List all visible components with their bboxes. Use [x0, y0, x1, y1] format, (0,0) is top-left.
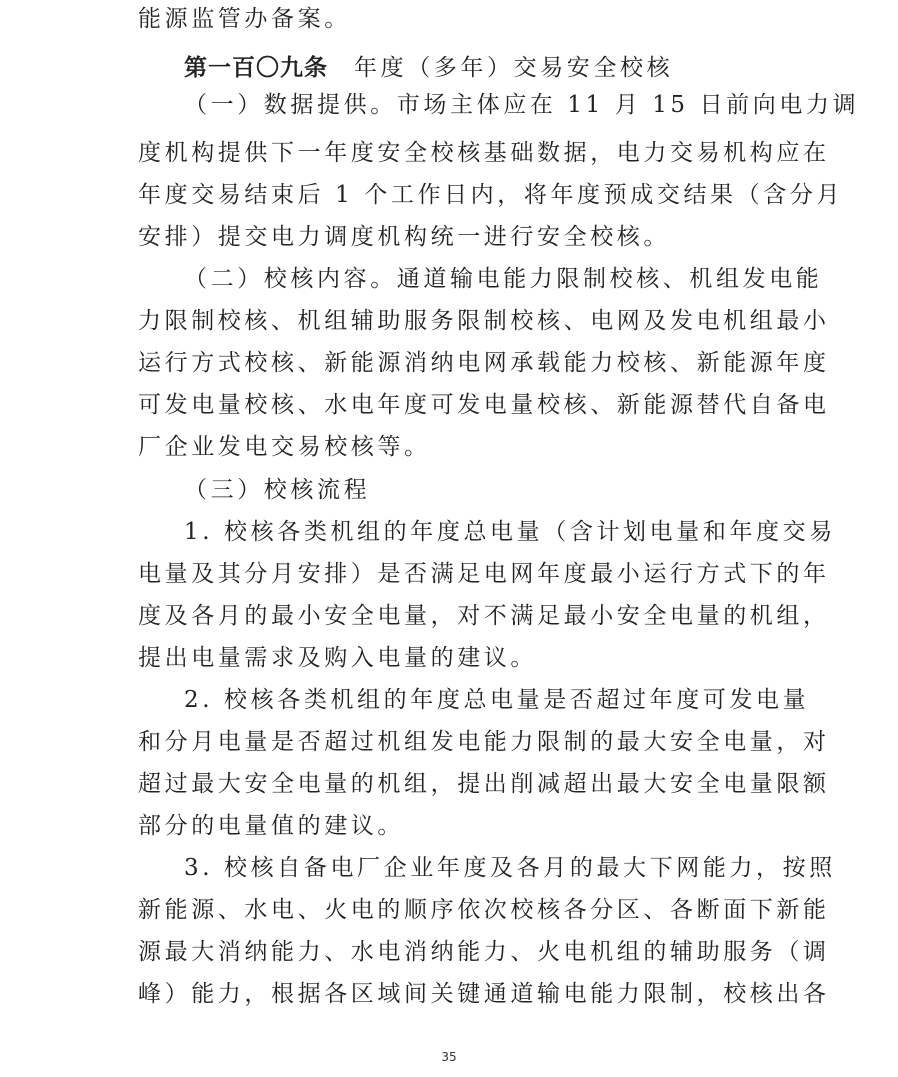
- text-line: 源最大消纳能力、水电消纳能力、火电机组的辅助服务（调: [138, 939, 830, 965]
- text-line: 年度交易结束后 1 个工作日内，将年度预成交结果（含分月: [138, 182, 844, 208]
- article-heading: [184, 52, 673, 84]
- text-line: （三）校核流程: [184, 477, 371, 503]
- text-line: 可发电量校核、水电年度可发电量校核、新能源替代自备电: [138, 392, 830, 418]
- text-line: 和分月电量是否超过机组发电能力限制的最大安全电量，对: [138, 729, 830, 755]
- article-title: 年度（多年）交易安全校核: [354, 55, 674, 81]
- text-line: 厂企业发电交易校核等。: [138, 434, 431, 460]
- page-number: 35: [441, 1050, 457, 1064]
- article-number: 第一百〇九条: [184, 55, 328, 81]
- text-line: 度机构提供下一年度安全校核基础数据，电力交易机构应在: [138, 140, 830, 166]
- text-line: 1. 校核各类机组的年度总电量（含计划电量和年度交易: [184, 519, 836, 545]
- text-line: 电量及其分月安排）是否满足电网年度最小运行方式下的年: [138, 561, 830, 587]
- text-line: 2. 校核各类机组的年度总电量是否超过年度可发电量: [184, 687, 810, 713]
- text-line: （二）校核内容。通道输电能力限制校核、机组发电能: [184, 266, 823, 292]
- text-line: 提出电量需求及购入电量的建议。: [138, 645, 537, 671]
- text-line: （一）数据提供。市场主体应在 11 月 15 日前向电力调: [184, 92, 860, 118]
- text-line: 力限制校核、机组辅助服务限制校核、电网及发电机组最小: [138, 308, 830, 334]
- text-line: 能源监管办备案。: [138, 6, 351, 32]
- text-line: 安排）提交电力调度机构统一进行安全校核。: [138, 224, 670, 250]
- text-line: 新能源、水电、火电的顺序依次校核各分区、各断面下新能: [138, 897, 830, 923]
- text-line: 度及各月的最小安全电量，对不满足最小安全电量的机组，: [138, 603, 830, 629]
- text-line: 超过最大安全电量的机组，提出削减超出最大安全电量限额: [138, 771, 830, 797]
- text-line: 部分的电量值的建议。: [138, 813, 404, 839]
- text-line: 3. 校核自备电厂企业年度及各月的最大下网能力，按照: [184, 855, 836, 881]
- text-line: 运行方式校核、新能源消纳电网承载能力校核、新能源年度: [138, 350, 830, 376]
- text-line: 峰）能力，根据各区域间关键通道输电能力限制，校核出各: [138, 981, 830, 1007]
